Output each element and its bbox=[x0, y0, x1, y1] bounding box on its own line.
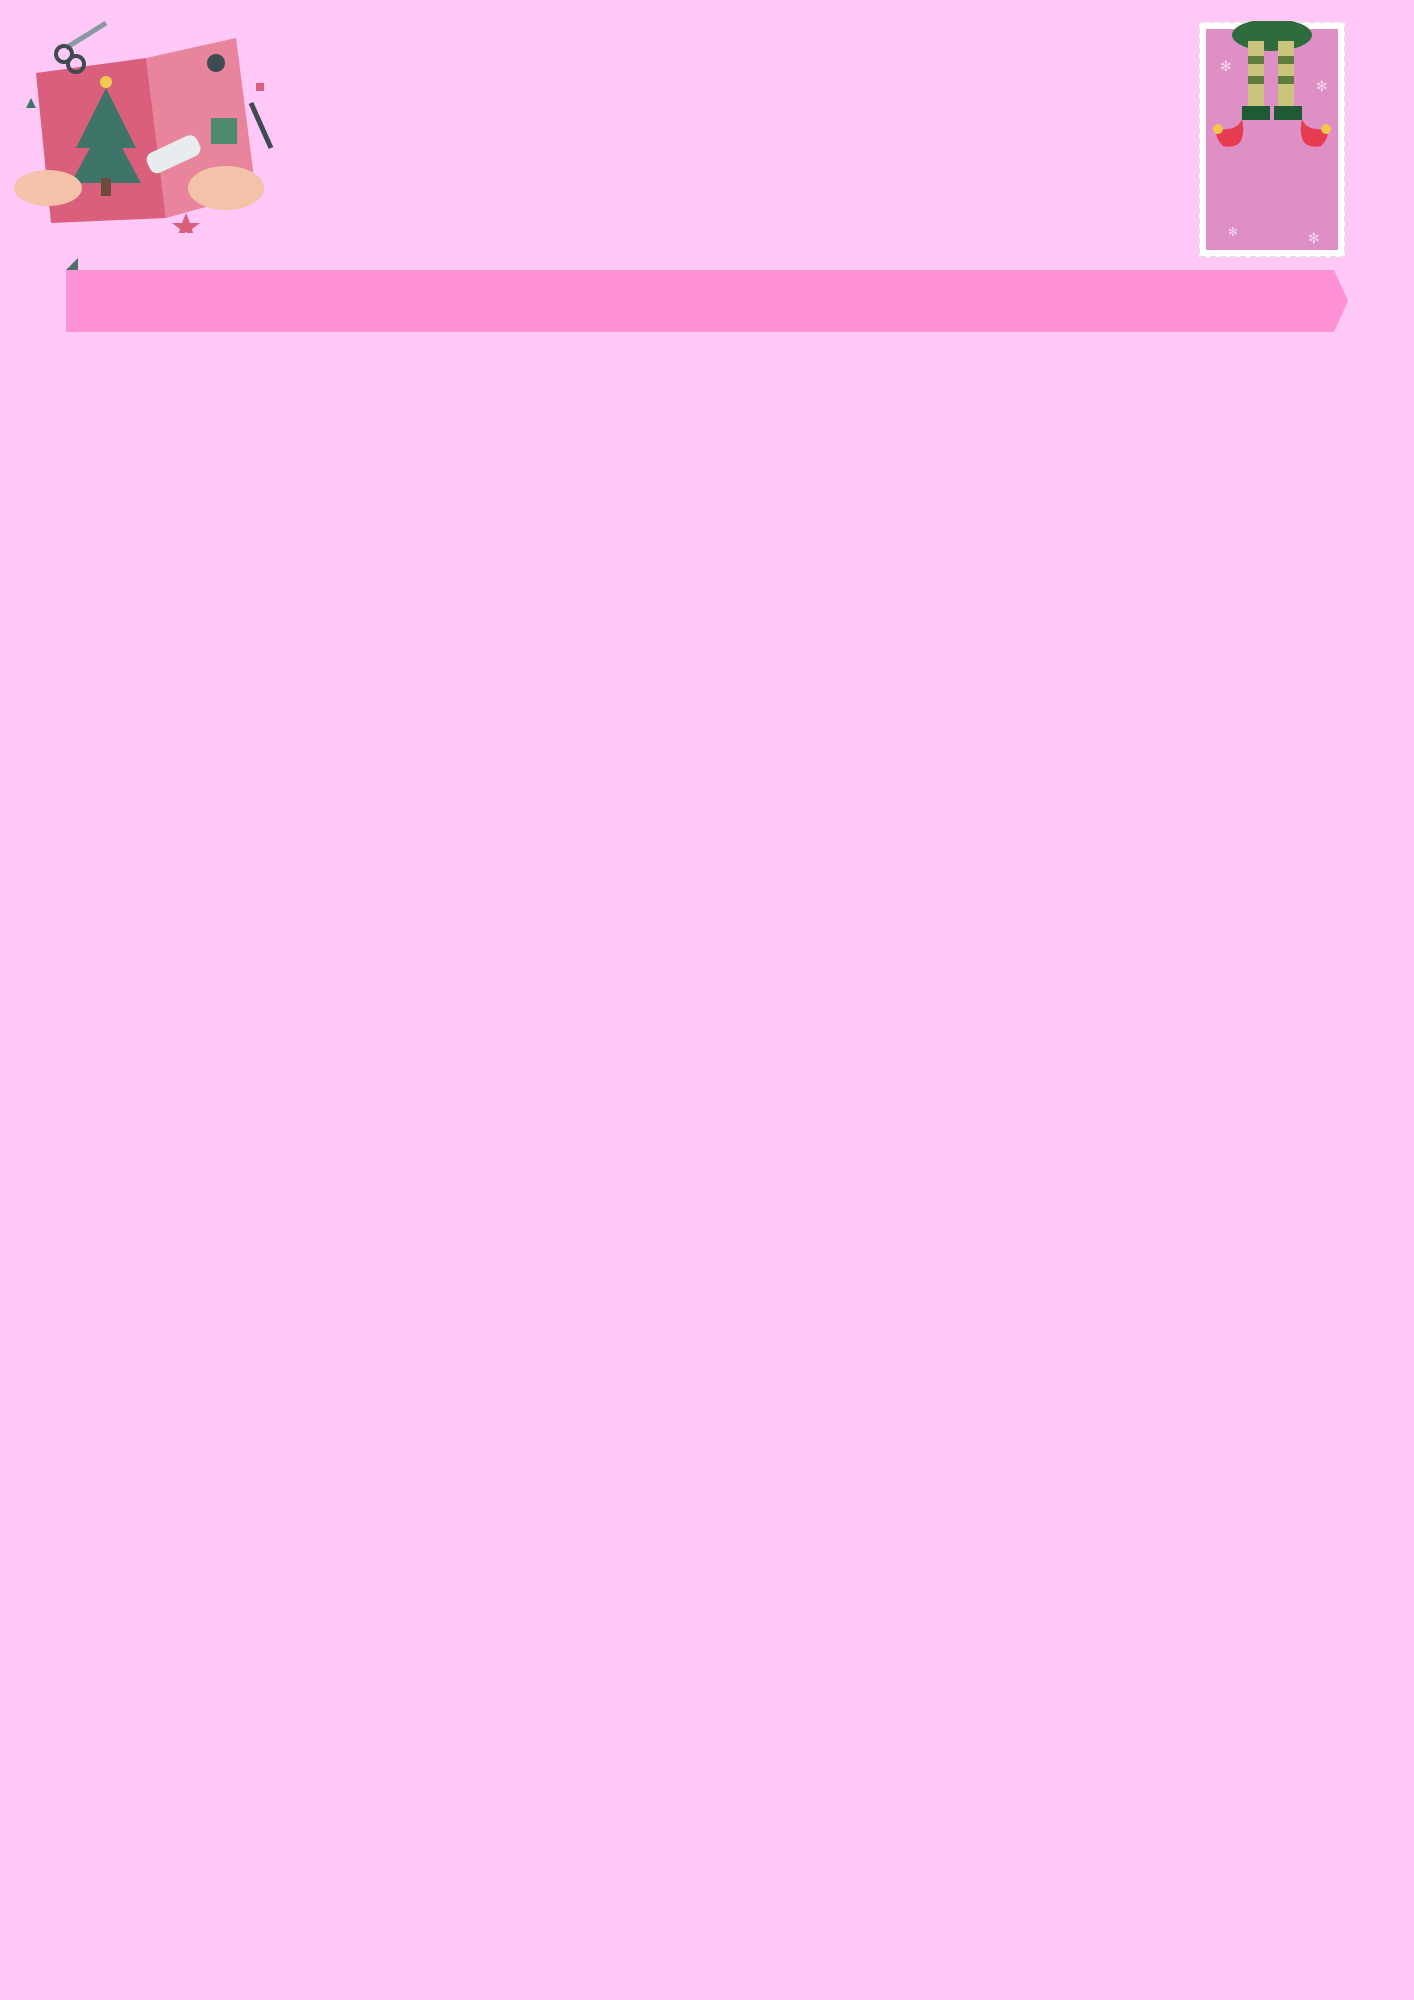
svg-text:✻: ✻ bbox=[1316, 78, 1328, 94]
card-making-illustration bbox=[6, 18, 278, 233]
svg-text:✻: ✻ bbox=[1308, 230, 1320, 246]
svg-text:✻: ✻ bbox=[1220, 58, 1232, 74]
elf-stamp bbox=[1198, 21, 1346, 258]
header-band bbox=[66, 270, 1348, 332]
svg-text:✻: ✻ bbox=[1228, 225, 1239, 239]
band-fold-icon bbox=[66, 258, 78, 270]
